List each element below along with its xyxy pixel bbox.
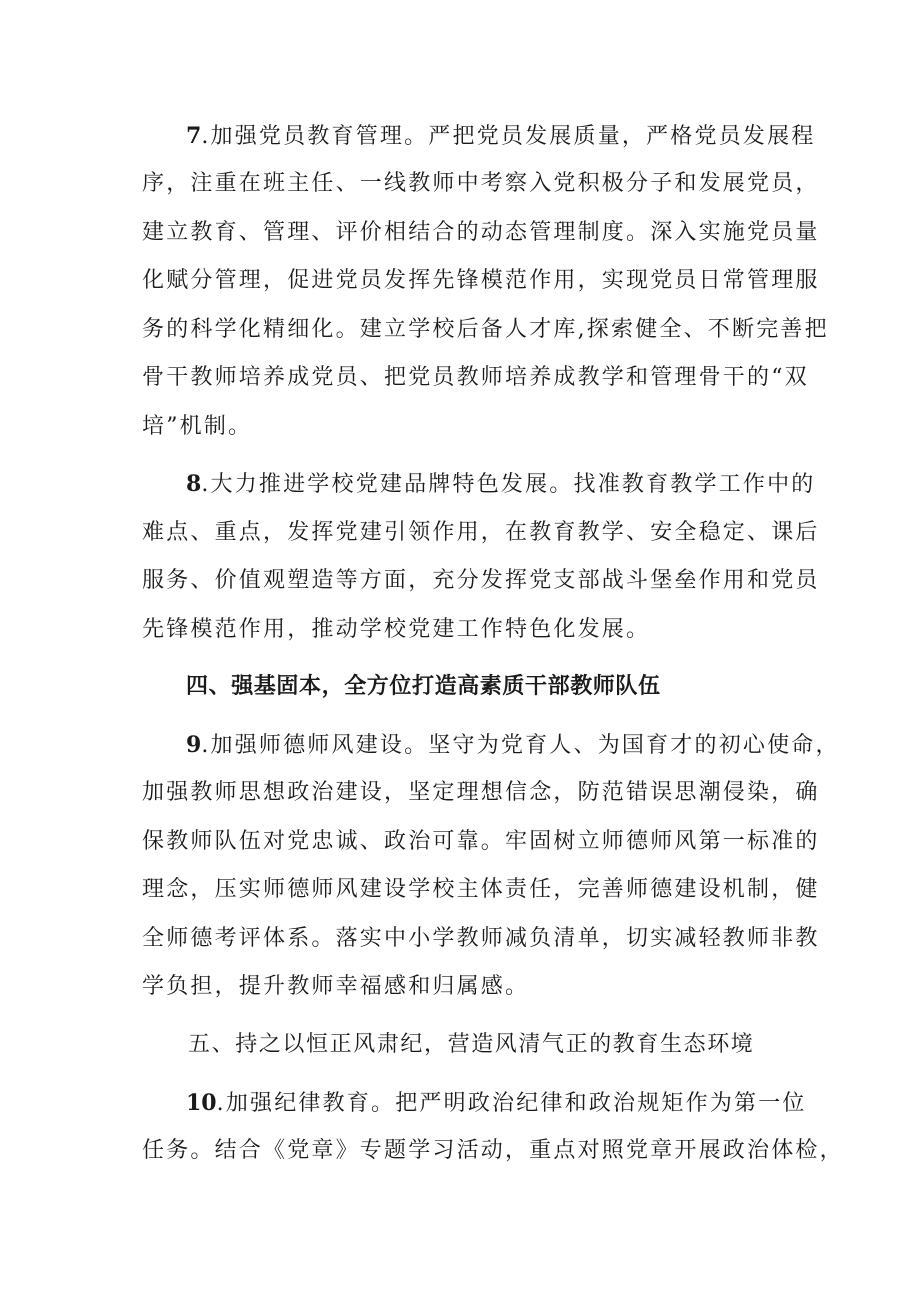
paragraph-10-number: 10: [186, 1090, 217, 1116]
paragraph-7-line-4: 化赋分管理，促进党员发挥先锋模范作用，实现党员日常管理服: [142, 268, 820, 293]
paragraph-9-number: 9: [186, 732, 202, 758]
paragraph-7-line-7: 培”机制。: [142, 414, 253, 439]
paragraph-10-line-2: 任务。结合《党章》专题学习活动，重点对照党章开展政治体检，: [142, 1138, 844, 1163]
section-5-heading: 五、持之以恒正风肃纪，营造风清气正的教育生态环境: [188, 1032, 755, 1057]
paragraph-8-line-3: 服务、价值观塑造等方面，充分发挥党支部战斗堡垒作用和党员: [142, 568, 820, 593]
paragraph-8-number: 8: [186, 471, 202, 497]
paragraph-8-text: .大力推进学校党建品牌特色发展。找准教育教学工作中的: [201, 472, 816, 497]
paragraph-8-line-4: 先锋模范作用，推动学校党建工作特色化发展。: [142, 617, 651, 642]
paragraph-10-line-1: [186, 1089, 807, 1118]
section-4-heading: 四、强基固本，全方位打造高素质干部教师队伍: [186, 674, 661, 699]
paragraph-8-line-1: [186, 470, 816, 499]
paragraph-9-text: .加强师德师风建设。坚守为党育人、为国育才的初心使命，: [201, 733, 840, 758]
paragraph-9-line-2: 加强教师思想政治建设，坚定理想信念，防范错误思潮侵染，确: [142, 780, 820, 805]
paragraph-7-number: 7: [186, 123, 202, 149]
paragraph-7-text: .加强党员教育管理。严把党员发展质量，严格党员发展程: [201, 124, 816, 149]
paragraph-9-line-6: 学负担，提升教师幸福感和归属感。: [142, 974, 530, 999]
paragraph-9-line-1: [186, 731, 840, 760]
paragraph-7-line-1: [186, 122, 816, 151]
paragraph-7-line-2: 序，注重在班主任、一线教师中考察入党积极分子和发展党员，: [142, 171, 820, 196]
paragraph-9-line-3: 保教师队伍对党忠诚、政治可靠。牢固树立师德师风第一标准的: [142, 829, 820, 854]
paragraph-7-line-5: 务的科学化精细化。建立学校后备人才库,探索健全、不断完善把: [142, 317, 829, 342]
paragraph-8-line-2: 难点、重点，发挥党建引领作用，在教育教学、安全稳定、课后: [142, 520, 820, 545]
paragraph-7-line-6: 骨干教师培养成党员、把党员教师培养成教学和管理骨干的“双: [142, 365, 809, 390]
paragraph-7-line-3: 建立教育、管理、评价相结合的动态管理制度。深入实施党员量: [142, 220, 820, 245]
paragraph-10-text: .加强纪律教育。把严明政治纪律和政治规矩作为第一位: [216, 1091, 807, 1116]
paragraph-9-line-5: 全师德考评体系。落实中小学教师减负清单，切实减轻教师非教: [142, 926, 820, 951]
paragraph-9-line-4: 理念，压实师德师风建设学校主体责任，完善师德建设机制，健: [142, 877, 820, 902]
